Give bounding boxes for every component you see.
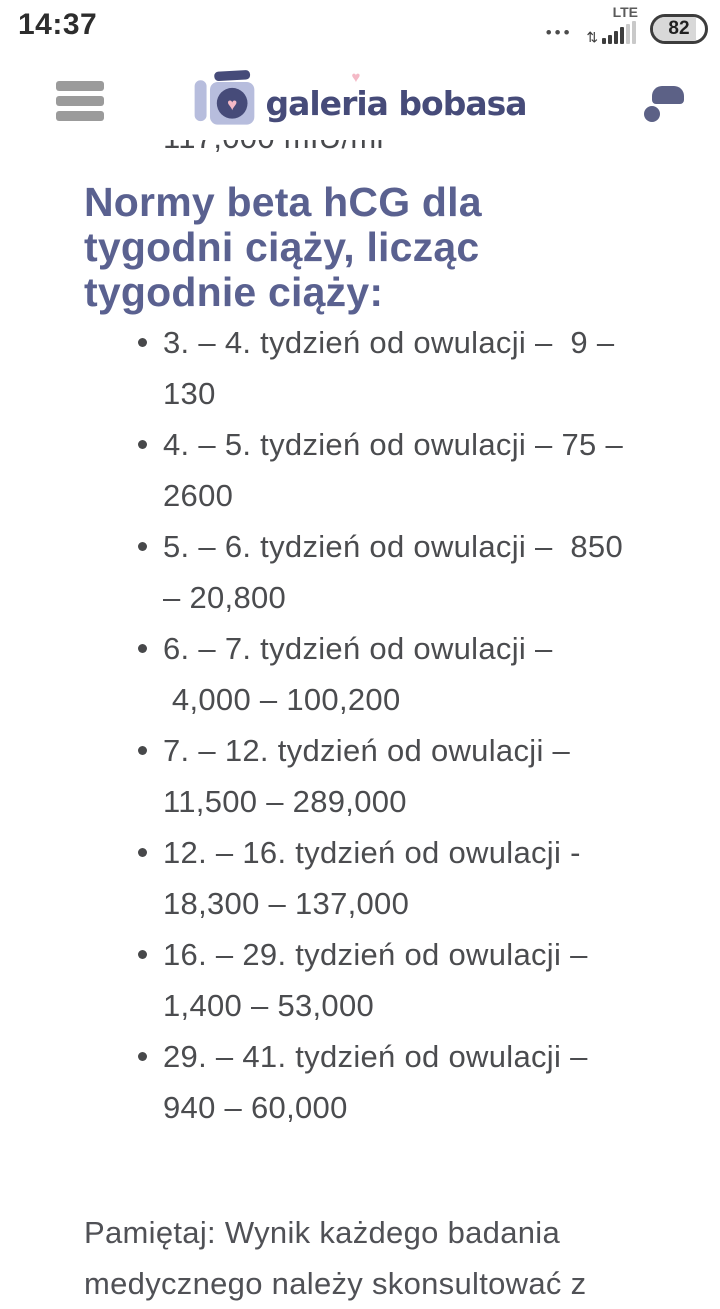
list-item-text: 5. – 6. tydzień od owulacji – 850 xyxy=(163,529,623,564)
signal-bar xyxy=(614,31,618,44)
list-item-text: 130 xyxy=(163,376,216,411)
site-header xyxy=(0,52,720,140)
hamburger-icon xyxy=(56,111,104,121)
network-type-label: LTE xyxy=(612,4,638,20)
list-item-text: 11,500 – 289,000 xyxy=(163,784,407,819)
list-item xyxy=(163,1031,720,1133)
list-item-text: 18,300 – 137,000 xyxy=(163,886,410,921)
list-item-text: 29. – 41. tydzień od owulacji – xyxy=(163,1039,588,1074)
list-item-text: 940 – 60,000 xyxy=(163,1090,348,1125)
battery-indicator xyxy=(650,14,708,44)
hamburger-icon xyxy=(56,81,104,91)
page-title-line: Normy beta hCG dla xyxy=(84,179,482,225)
list-item xyxy=(163,419,720,521)
list-item-text: 16. – 29. tydzień od owulacji – xyxy=(163,937,588,972)
list-item-text: 3. – 4. tydzień od owulacji – 9 – xyxy=(163,325,615,360)
list-item-text: 7. – 12. tydzień od owulacji – xyxy=(163,733,571,768)
reminder-paragraph xyxy=(84,1207,660,1309)
list-item-text: 6. – 7. tydzień od owulacji – xyxy=(163,631,553,666)
list-item xyxy=(163,521,720,623)
notification-dots-icon: ••• xyxy=(545,23,573,42)
top-chrome xyxy=(0,0,720,140)
logo-text-wrap xyxy=(265,68,527,123)
status-bar xyxy=(0,0,720,52)
signal-bars-icon xyxy=(586,21,636,44)
list-item xyxy=(163,827,720,929)
data-arrows-icon: ⇅ xyxy=(586,29,599,45)
hcg-norms-list xyxy=(163,317,720,1133)
list-item-text: 12. – 16. tydzień od owulacji - xyxy=(163,835,581,870)
reminder-line: medycznego należy skonsultować z xyxy=(84,1266,587,1301)
signal-bar xyxy=(632,21,636,44)
list-item xyxy=(163,929,720,1031)
reminder-line: Pamiętaj: Wynik każdego badania xyxy=(84,1215,561,1250)
camera-icon xyxy=(193,70,255,128)
logo-text: galeria bobasa xyxy=(265,83,527,123)
list-item xyxy=(163,317,720,419)
status-icons xyxy=(546,0,708,52)
list-item xyxy=(163,623,720,725)
signal-bar xyxy=(608,35,612,44)
user-icon-body xyxy=(652,86,684,104)
heart-icon: ♥ xyxy=(351,68,361,86)
page-title-line: tygodni ciąży, licząc xyxy=(84,224,480,270)
signal-cluster xyxy=(585,5,638,44)
page-title xyxy=(84,180,660,315)
list-item-text: 1,400 – 53,000 xyxy=(163,988,375,1023)
lens-heart-icon: ♥ xyxy=(227,95,238,115)
list-item xyxy=(163,725,720,827)
clock-text: 14:37 xyxy=(18,8,98,41)
list-item-text: – 20,800 xyxy=(163,580,287,615)
list-item-text: 4. – 5. tydzień od owulacji – 75 – xyxy=(163,427,623,462)
site-logo[interactable] xyxy=(193,70,526,128)
list-item-text: 2600 xyxy=(163,478,234,513)
page-title-line: tygodnie ciąży: xyxy=(84,269,384,315)
signal-bar xyxy=(626,24,630,44)
signal-bar xyxy=(620,27,624,44)
signal-bar xyxy=(602,38,606,44)
hamburger-icon xyxy=(56,96,104,106)
battery-percent-text: 82 xyxy=(668,18,690,39)
account-button[interactable] xyxy=(636,87,668,125)
user-icon-head xyxy=(644,106,660,122)
list-item-text: 4,000 – 100,200 xyxy=(163,682,401,717)
hamburger-menu-button[interactable] xyxy=(56,81,104,121)
